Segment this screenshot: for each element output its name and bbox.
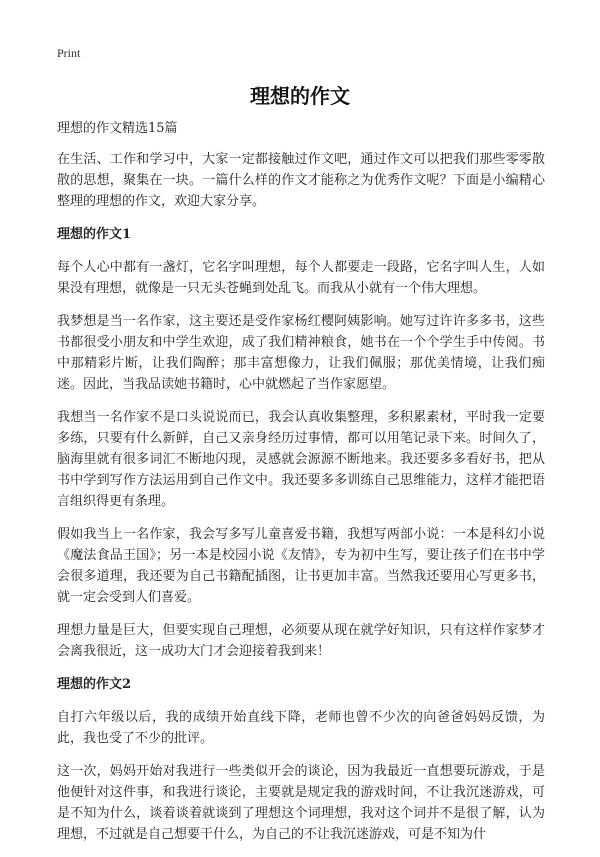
article-body xyxy=(57,118,545,857)
paragraph: 理想力量是巨大，但要实现自己理想，必须要从现在就学好知识，只有这样作家梦才会离我很近，这一成功大门才会迎接着我到来！ xyxy=(57,623,545,659)
paragraph: 我想当一名作家不是口头说说而已，我会认真收集整理，多积累素材，平时我一定要多练，只要有什么新鲜，自己又亲身经历过事情，都可以用笔记录下来。时间久了，脑海里就有很多词汇不断地闪现，灵感就会源源不断地来。我还要多多看好书，把从书中学到写作方法运用到自己作文中。我还要多多训练自己思维能力，这样才能把语言组织得更有条理。 xyxy=(57,410,545,509)
intro-paragraph: 在生活、工作和学习中，大家一定都接触过作文吧，通过作文可以把我们那些零零散散的思想，聚集在一块。一篇什么样的作文才能称之为优秀作文呢？下面是小编精心整理的理想的作文，欢迎大家分享。 xyxy=(57,152,545,209)
page-title: 理想的作文 xyxy=(250,84,350,108)
paragraph: 假如我当上一名作家，我会写多写儿童喜爱书籍，我想写两部小说：一本是科幻小说《魔法食品王国》；另一本是校园小说《友情》，专为初中生写，要让孩子们在书中学会很多道理，我还要为自己书籍配插图，让书更加丰富。当然我还要用心写更多书，就一定会受到人们喜爱。 xyxy=(57,527,545,605)
paragraph: 这一次，妈妈开始对我进行一些类似开会的谈论，因为我最近一直想要玩游戏，于是他便针对这件事，和我进行谈论，主要就是规定我的游戏时间，不让我沉迷游戏，可是不知为什么，谈着谈着就谈到了理想这个词理想，我对这个词并不是很了解，认为理想，不过就是自己想要干什么，为自己的不让我沉迷游戏，可是不知为什 xyxy=(57,764,545,842)
section-heading-1: 理想的作文1 xyxy=(57,227,132,242)
section-heading-2: 理想的作文2 xyxy=(57,677,132,692)
paragraph: 每个人心中都有一盏灯，它名字叫理想，每个人都要走一段路，它名字叫人生，人如果没有理想，就像是一只无头苍蝇到处乱飞。而我从小就有一个伟大理想。 xyxy=(57,260,545,296)
paragraph: 自打六年级以后，我的成绩开始直线下降，老师也曾不少次的向爸爸妈妈反馈，为此，我也受了不少的批评。 xyxy=(57,710,545,746)
paragraph: 我梦想是当一名作家，这主要还是受作家杨红樱阿姨影响。她写过许许多多书，这些书都很受小朋友和中学生欢迎，成了我们精神粮食，她书在一个个学生手中传阅。书中那精彩片断，让我们陶醉；那丰富想像力，让我们佩服；那优美情境，让我们痴迷。因此，当我品读她书籍时，心中就燃起了当作家愿望。 xyxy=(57,314,545,392)
article-subtitle: 理想的作文精选15篇 xyxy=(57,121,178,136)
print-link[interactable]: Print xyxy=(57,46,81,60)
